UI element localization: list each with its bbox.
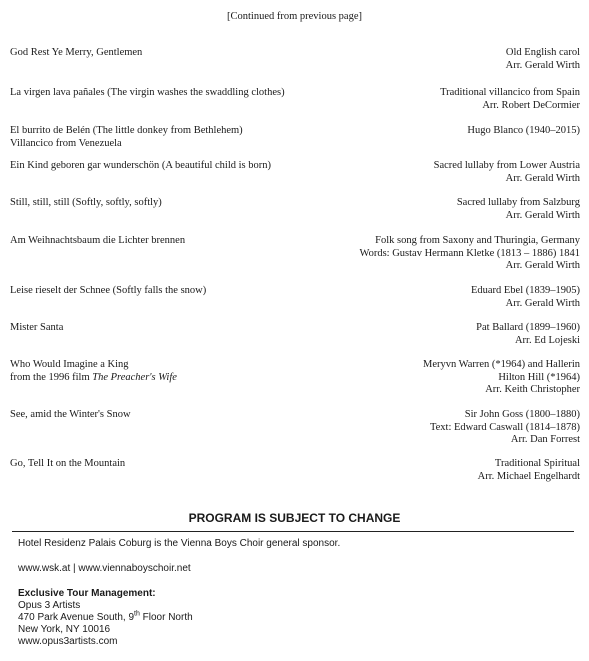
piece-credit: Old English carol [505,47,580,58]
piece-credit: Traditional Spiritual [494,458,580,469]
piece-credit: Arr. Robert DeCormier [482,99,580,111]
program-item [10,235,580,285]
piece-credit: Meryvn Warren (*1964) and Hallerin [423,359,580,370]
piece-title: Am Weihnachtsbaum die Lichter brennen [10,235,186,246]
program-item [10,87,580,125]
piece-credit: Arr. Michael Engelhardt [477,470,580,482]
piece-title: La virgen lava pañales (The virgin washes the swaddling clothes) [10,87,285,98]
management-company: Opus 3 Artists [18,600,81,611]
piece-credit: Hilton Hill (*1964) [498,371,580,383]
piece-subtitle [10,372,177,385]
program-item [10,409,580,458]
management-city: New York, NY 10016 [18,624,111,635]
piece-title: Leise rieselt der Schnee (Softly falls the snow) [10,285,207,296]
piece-title: Ein Kind geboren gar wunderschön (A beautiful child is born) [10,160,271,171]
piece-credit: Arr. Dan Forrest [510,434,580,445]
film-title: The Preacher's Wife [92,371,177,383]
program-item [10,47,580,87]
piece-credit: Arr. Gerald Wirth [505,172,580,184]
management-address [18,612,578,624]
piece-credit: Text: Edward Caswall (1814–1878) [429,421,580,433]
piece-title: Who Would Imagine a King [10,359,129,370]
piece-credit: Folk song from Saxony and Thuringia, Germany [375,235,580,246]
sponsor-note: Hotel Residenz Palais Coburg is the Vienna Boys Choir general sponsor. [18,538,341,549]
program-item [10,125,580,160]
piece-credit: Sacred lullaby from Salzburg [456,197,580,208]
piece-credit: Arr. Gerald Wirth [505,209,580,221]
program-item [10,359,580,409]
piece-title: Mister Santa [10,322,64,333]
address-floor: Floor North [139,612,193,623]
piece-title: El burrito de Belén (The little donkey from Bethlehem) [10,125,243,136]
piece-credit: Words: Gustav Hermann Kletke (1813 – 1886) 1841 [359,247,580,259]
piece-credit: Eduard Ebel (1839–1905) [470,285,580,296]
program-item [10,458,580,488]
program-item [10,197,580,235]
program-item [10,160,580,197]
piece-credit: Arr. Ed Lojeski [514,334,580,346]
film-prefix: from the 1996 film [10,371,93,383]
piece-subtitle: Villancico from Venezuela [10,137,122,149]
management-heading: Exclusive Tour Management: [18,588,156,599]
piece-credit: Sacred lullaby from Lower Austria [433,160,580,171]
program-item [10,285,580,322]
website-links: www.wsk.at | www.viennaboyschoir.net [18,563,191,574]
piece-credit: Hugo Blanco (1940–2015) [467,125,580,136]
piece-credit: Arr. Gerald Wirth [505,297,580,309]
piece-title: See, amid the Winter's Snow [10,409,131,420]
piece-title: Go, Tell It on the Mountain [10,458,126,469]
piece-title: Still, still, still (Softly, softly, softly) [10,197,162,208]
piece-credit: Arr. Gerald Wirth [505,260,580,271]
address-ordinal: th [134,610,140,618]
program-list [10,47,580,488]
tour-management [18,588,578,648]
piece-credit: Sir John Goss (1800–1880) [464,409,580,420]
piece-title: God Rest Ye Merry, Gentlemen [10,47,143,58]
piece-credit: Arr. Keith Christopher [485,384,580,395]
management-website: www.opus3artists.com [18,636,118,647]
piece-credit: Traditional villancico from Spain [440,87,580,98]
program-item [10,322,580,359]
address-street: 470 Park Avenue South, 9 [18,612,135,623]
continued-note: [Continued from previous page] [226,11,362,22]
subject-to-change-notice: PROGRAM IS SUBJECT TO CHANGE [188,511,401,525]
piece-credit: Pat Ballard (1899–1960) [476,322,580,333]
piece-credit: Arr. Gerald Wirth [505,59,580,71]
divider [12,531,574,532]
